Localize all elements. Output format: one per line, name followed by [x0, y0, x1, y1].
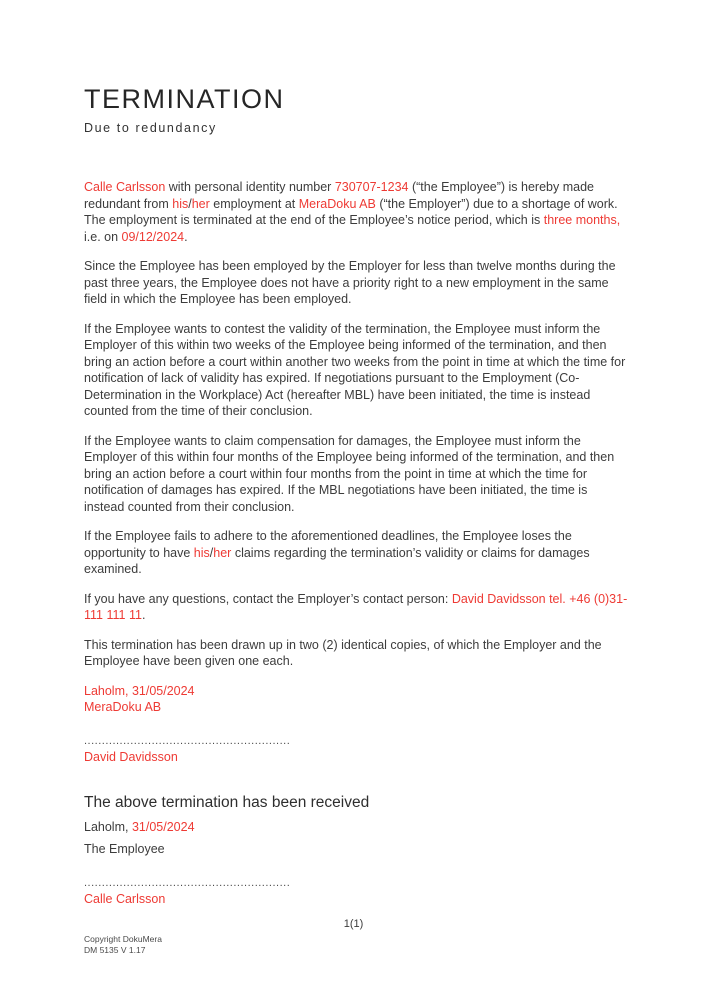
highlighted-text-run: his: [172, 196, 189, 211]
highlighted-text-run: 09/12/2024: [121, 229, 185, 244]
page-subtitle: Due to redundancy: [84, 121, 217, 135]
employer-signer-name: David Davidsson: [84, 749, 178, 764]
text-run: claims regarding the termination’s validity or claims for damages examined.: [84, 545, 590, 576]
employer-signature: [84, 736, 630, 765]
text-run: i.e. on: [84, 229, 122, 244]
text-run: .: [184, 229, 188, 244]
highlighted-text-run: his: [193, 545, 210, 560]
paragraph: [84, 637, 630, 670]
signature-line: ..........................................................: [84, 734, 291, 747]
closing-place-date: Laholm, 31/05/2024: [84, 683, 195, 698]
employer-signature-block: [84, 683, 630, 765]
document-content: [84, 84, 630, 907]
text-run: /: [209, 545, 214, 560]
closing-company-name: MeraDoku AB: [84, 699, 162, 714]
paragraph: [84, 321, 630, 420]
footer-copyright-block: [84, 934, 162, 956]
text-run: (“the Employer”) due to a shortage of work. The employment is terminated at the end of the Employee’s notice period, which is: [84, 196, 618, 227]
employee-signature: [84, 878, 630, 907]
highlighted-text-run: three months,: [543, 213, 621, 227]
text-run: employment at: [209, 196, 299, 211]
highlighted-text-run: her: [191, 196, 210, 211]
paragraph: [84, 179, 630, 245]
highlighted-text-run: Calle Carlsson: [84, 180, 166, 194]
paragraph: [84, 433, 630, 516]
highlighted-text-run: her: [213, 545, 232, 560]
text-run: Since the Employee has been employed by the Employer for less than twelve months during the past three years, the Employee does not have a priority right to a new employment in the same field in which the Employee has been employed.: [84, 259, 616, 306]
body-paragraphs: [84, 179, 630, 670]
text-run: (“the Employee”) is hereby made redundant from: [84, 180, 594, 211]
receipt-heading: The above termination has been received: [84, 793, 370, 811]
footer-doc-ref: DM 5135 V 1.17: [84, 945, 146, 955]
employee-signer-name: Calle Carlsson: [84, 891, 166, 906]
paragraph: [84, 591, 630, 624]
highlighted-text-run: 730707-1234: [334, 180, 409, 194]
receipt-signer-role: The Employee: [84, 841, 165, 856]
text-run: If the Employee fails to adhere to the aforementioned deadlines, the Employee loses the opportunity to have: [84, 529, 572, 560]
paragraph: [84, 258, 630, 308]
receipt-place-date: [84, 819, 630, 835]
highlighted-text-run: MeraDoku AB: [298, 196, 376, 211]
page-number: 1(1): [343, 918, 364, 930]
signature-line: ..........................................................: [84, 876, 291, 889]
receipt-section: [84, 793, 630, 907]
receipt-date: 31/05/2024: [131, 819, 195, 834]
page-title: TERMINATION: [84, 84, 285, 114]
footer-copyright: Copyright DokuMera: [84, 934, 162, 944]
highlighted-text-run: David Davidsson tel. +46 (0)31-111 111 11: [84, 591, 628, 622]
paragraph: [84, 528, 630, 578]
text-run: with personal identity number: [165, 180, 335, 194]
text-run: .: [141, 608, 146, 622]
text-run: This termination has been drawn up in two (2) identical copies, of which the Employer and the Employee have been given one each.: [84, 637, 602, 668]
text-run: /: [188, 196, 192, 211]
text-run: If the Employee wants to claim compensation for damages, the Employee must inform the Employer of this within four months of the Employee being informed of the termination, and then bring an action before a court within four months from the point in time at which the time for notification of damages has expired. If the MBL negotiations have been initiated, the time is instead counted from their conclusion.: [84, 433, 615, 514]
text-run: If the Employee wants to contest the validity of the termination, the Employee must inform the Employer of this within two weeks of the Employee being informed of the termination, and then bring an action before a court within another two weeks from the point in time at which the time for notification of lack of validity has expired. If negotiations pursuant to the Employment (Co-Determination in the Workplace) Act (hereafter MBL) have been initiated, the time is instead counted from the time of their conclusion.: [84, 321, 626, 418]
receipt-place: Laholm,: [84, 819, 129, 834]
text-run: If you have any questions, contact the Employer’s contact person:: [84, 591, 452, 606]
